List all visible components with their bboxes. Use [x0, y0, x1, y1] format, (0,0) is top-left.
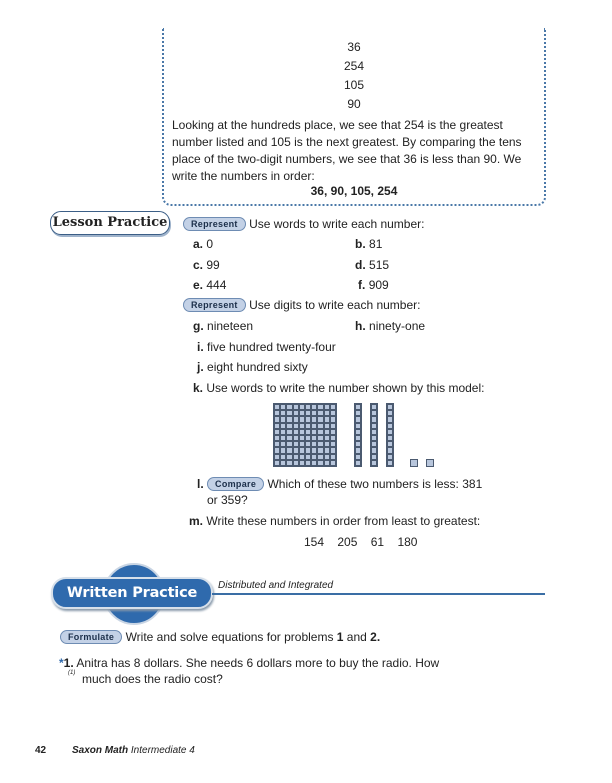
item-text: Use words to write the number shown by this model:: [206, 381, 485, 395]
unit-cell: [387, 460, 393, 466]
item-label: b.: [355, 237, 366, 251]
unit-cell: [355, 460, 361, 466]
unit-cell: [330, 460, 336, 466]
hundred-flat-block: [273, 403, 337, 467]
practice-item-a: [193, 237, 213, 251]
example-explanation: Looking at the hundreds place, we see that 254 is the greatest number listed and 105 is the next greatest. By comparing the tens place of the two-digit numbers, we see that 36 is less than 90. We write the numbers in order:: [172, 118, 522, 183]
formulate-instruction-line: [60, 630, 380, 644]
problem-label: 1.: [63, 656, 74, 670]
ten-rod-block: [386, 403, 394, 467]
problem-text-cont: much does the radio cost?: [82, 672, 223, 686]
item-label: g.: [193, 319, 204, 333]
stacked-number: 36: [347, 40, 361, 54]
item-label: l.: [197, 477, 204, 491]
item-text: 515: [369, 258, 390, 272]
practice-item-e: [193, 278, 226, 292]
item-text: eight hundred sixty: [207, 360, 308, 374]
book-title-rest: Intermediate 4: [128, 745, 195, 756]
order-number: 180: [397, 535, 418, 549]
item-label: m.: [189, 514, 204, 528]
practice-item-c: [193, 258, 220, 272]
practice-item-h: [355, 319, 425, 333]
item-label: j.: [197, 360, 204, 374]
item-text: Which of these two numbers is less: 381: [267, 477, 483, 491]
item-label: d.: [355, 258, 366, 272]
star-marker: *: [59, 656, 64, 670]
practice-item-l-cont: or 359?: [207, 493, 248, 507]
item-text: five hundred twenty-four: [207, 340, 336, 354]
item-text: Write these numbers in order from least to greatest:: [206, 514, 481, 528]
practice-item-m: [189, 514, 480, 528]
practice-item-j: [197, 360, 308, 374]
page-number: 42: [35, 745, 47, 756]
item-text: ninety-one: [369, 319, 426, 333]
item-label: e.: [193, 278, 204, 292]
item-text: 99: [206, 258, 220, 272]
item-label: h.: [355, 319, 366, 333]
practice-item-g: [193, 319, 253, 333]
stacked-number: 254: [343, 59, 365, 73]
practice-item-f: [358, 278, 389, 292]
unit-cell: [371, 460, 377, 466]
item-text: 909: [368, 278, 389, 292]
book-title: [72, 745, 195, 756]
instruction-text: and: [343, 630, 371, 644]
written-practice-subtitle: Distributed and Integrated: [218, 580, 334, 591]
ten-rod-block: [370, 403, 378, 467]
section1-instruction-line: [183, 217, 424, 231]
represent-badge: Represent: [183, 217, 246, 231]
book-title-bold: Saxon Math: [72, 745, 129, 756]
example-box: [162, 28, 546, 206]
represent-badge: Represent: [183, 298, 246, 312]
lesson-practice-heading: Lesson Practice: [50, 211, 170, 235]
lesson-reference: (1): [68, 670, 76, 676]
stacked-number: 105: [343, 78, 365, 92]
item-label: k.: [193, 381, 204, 395]
instruction-bold: 1: [336, 630, 344, 644]
practice-item-k: [193, 381, 484, 395]
order-numbers: [304, 535, 417, 549]
formulate-badge: Formulate: [60, 630, 122, 644]
practice-item-d: [355, 258, 389, 272]
written-practice-heading: Written Practice: [51, 577, 213, 609]
stacked-number: 90: [347, 97, 361, 111]
order-number: 205: [337, 535, 358, 549]
ten-rod-block: [354, 403, 362, 467]
order-number: 61: [370, 535, 385, 549]
item-label: f.: [358, 278, 366, 292]
order-number: 154: [304, 535, 325, 549]
item-label: a.: [193, 237, 204, 251]
one-unit-cube: [426, 459, 434, 467]
one-unit-cube: [410, 459, 418, 467]
compare-badge: Compare: [207, 477, 264, 491]
section-rule: [212, 593, 545, 595]
item-text: nineteen: [207, 319, 254, 333]
problem-1: [59, 656, 439, 670]
section1-instruction: Use words to write each number:: [249, 217, 425, 231]
section2-instruction-line: [183, 298, 420, 312]
section2-instruction: Use digits to write each number:: [249, 298, 421, 312]
item-label: i.: [197, 340, 204, 354]
item-text: 444: [206, 278, 227, 292]
item-text: 0: [206, 237, 214, 251]
practice-item-l: [197, 477, 482, 491]
item-label: c.: [193, 258, 204, 272]
item-text: 81: [369, 237, 383, 251]
instruction-bold: 2.: [370, 630, 381, 644]
practice-item-b: [355, 237, 382, 251]
instruction-text: Write and solve equations for problems: [125, 630, 337, 644]
problem-text: Anitra has 8 dollars. She needs 6 dollars more to buy the radio. How: [76, 656, 440, 670]
practice-item-i: [197, 340, 336, 354]
example-answer: 36, 90, 105, 254: [310, 184, 398, 198]
